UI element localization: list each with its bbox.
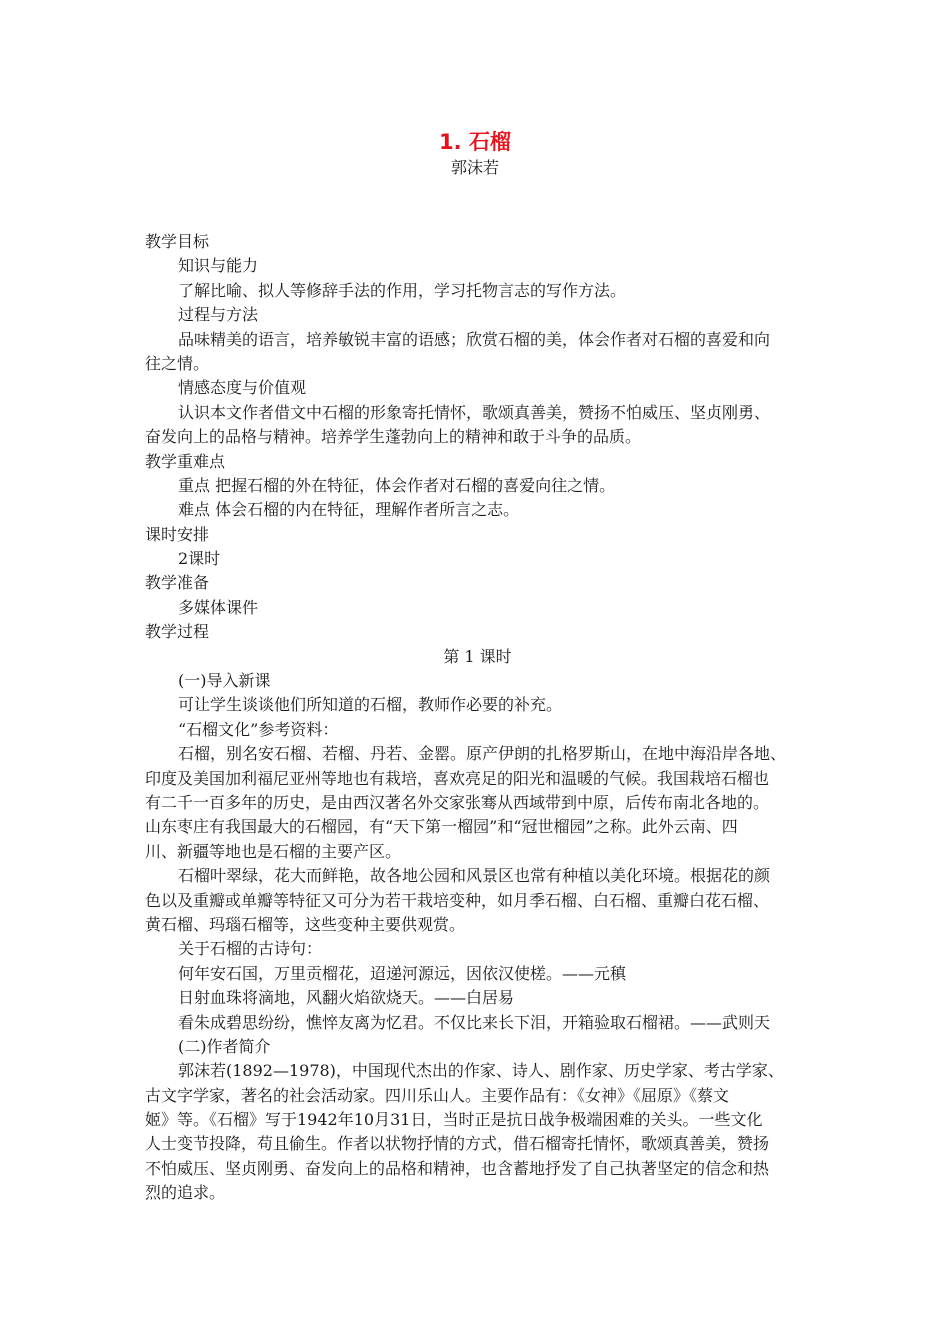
text-line: 教学准备 (145, 573, 210, 593)
text-line: 石榴叶翠绿，花大而鲜艳，故各地公园和风景区也常有种植以美化环境。根据花的颜 (178, 866, 771, 886)
text-line: 重点 把握石榴的外在特征，体会作者对石榴的喜爱向往之情。 (178, 475, 616, 495)
text-line: 情感态度与价值观 (178, 378, 307, 398)
text-line: 何年安石国，万里贡榴花，迢递河源远，因依汉使槎。——元稹 (178, 963, 627, 983)
text-line: 看朱成碧思纷纷，憔悴友离为忆君。不仅比来长下泪，开箱验取石榴裙。——武则天 (178, 1012, 771, 1032)
text-line: 有二千一百多年的历史，是由西汉著名外交家张骞从西域带到中原，后传布南北各地的。 (145, 792, 770, 812)
text-line: 烈的追求。 (145, 1183, 226, 1203)
text-line: 难点 体会石榴的内在特征，理解作者所言之志。 (178, 500, 520, 520)
text-line: 人士变节投降，苟且偷生。作者以状物抒情的方式，借石榴寄托情怀，歌颂真善美，赞扬 (145, 1134, 770, 1154)
author-name: 郭沫若 (450, 158, 499, 177)
text-line: 山东枣庄有我国最大的石榴园，有“天下第一榴园”和“冠世榴园”之称。此外云南、四 (145, 817, 738, 837)
text-line: (一)导入新课 (178, 671, 271, 691)
text-line: 川、新疆等地也是石榴的主要产区。 (145, 841, 402, 861)
text-line: 关于石榴的古诗句： (178, 939, 323, 959)
text-line: 知识与能力 (178, 256, 259, 276)
text-line: 教学重难点 (145, 451, 226, 471)
text-line: 了解比喻、拟人等修辞手法的作用，学习托物言志的写作方法。 (178, 280, 627, 300)
document-body (145, 230, 810, 1206)
text-line: 第 1 课时 (443, 646, 512, 666)
text-line: 品味精美的语言，培养敏锐丰富的语感；欣赏石榴的美，体会作者对石榴的喜爱和向 (178, 329, 771, 349)
text-line: 姬》等。《石榴》写于1942年10月31日，当时正是抗日战争极端困难的关头。一些文化 (145, 1110, 763, 1130)
text-line: 黄石榴、玛瑙石榴等，这些变种主要供观赏。 (145, 914, 466, 934)
document-title: 1. 石榴 (439, 130, 511, 154)
text-line: 往之情。 (145, 353, 210, 373)
text-line: 郭沫若(1892—1978)，中国现代杰出的作家、诗人、剧作家、历史学家、考古学家、 (178, 1061, 784, 1081)
text-line: 奋发向上的品格与精神。培养学生蓬勃向上的精神和敢于斗争的品质。 (145, 427, 642, 447)
text-line: 教学过程 (145, 622, 210, 642)
text-line: (二)作者简介 (178, 1036, 271, 1056)
text-line: 色以及重瓣或单瓣等特征又可分为若干栽培变种，如月季石榴、白石榴、重瓣白花石榴、 (145, 890, 770, 910)
text-line: 不怕威压、坚贞刚勇、奋发向上的品格和精神，也含蓄地抒发了自己执著坚定的信念和热 (145, 1158, 770, 1178)
text-line: 古文字学家，著名的社会活动家。四川乐山人。主要作品有：《女神》《屈原》《蔡文 (145, 1085, 730, 1105)
text-line: 多媒体课件 (178, 597, 259, 617)
text-line: 认识本文作者借文中石榴的形象寄托情怀，歌颂真善美，赞扬不怕威压、坚贞刚勇、 (178, 402, 771, 422)
text-line: 石榴，别名安石榴、若榴、丹若、金罂。原产伊朗的扎格罗斯山，在地中海沿岸各地、 (178, 744, 787, 764)
text-line: 教学目标 (145, 232, 210, 251)
text-line: 可让学生谈谈他们所知道的石榴，教师作必要的补充。 (178, 695, 563, 715)
text-line: 日射血珠将滴地，风翻火焰欲烧天。——白居易 (178, 988, 515, 1008)
text-line: 过程与方法 (178, 305, 259, 325)
text-line: 课时安排 (145, 524, 210, 544)
text-line: 2课时 (178, 549, 221, 569)
text-line: “石榴文化”参考资料： (178, 719, 339, 739)
text-line: 印度及美国加利福尼亚州等地也有栽培，喜欢亮足的阳光和温暖的气候。我国栽培石榴也 (145, 768, 770, 788)
